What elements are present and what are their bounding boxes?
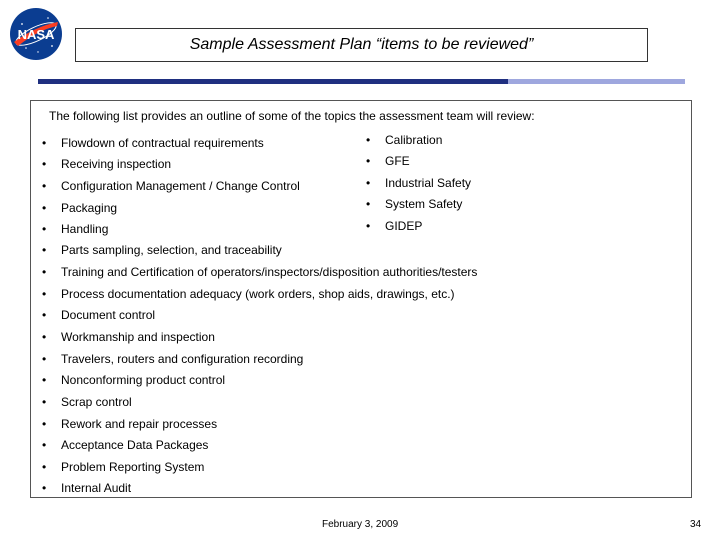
bullet-icon: • [42,222,47,236]
header-rule-dark [38,79,508,84]
svg-text:NASA: NASA [17,27,55,42]
footer-date: February 3, 2009 [322,519,399,530]
bullet-icon: • [42,352,47,366]
bullet-icon: • [366,133,371,147]
bullet-icon: • [366,154,371,168]
nasa-logo [8,6,64,62]
page-title: Sample Assessment Plan “items to be reviewed” [189,36,534,53]
bullet-icon: • [42,373,47,387]
intro-text: The following list provides an outline of some of the topics the assessment team will review: [49,109,535,123]
bullet-icon: • [42,157,47,171]
bullet-icon: • [42,460,47,474]
bullet-icon: • [42,265,47,279]
bullet-icon: • [42,179,47,193]
bullet-icon: • [42,395,47,409]
bullet-icon: • [366,197,371,211]
bullet-icon: • [42,481,47,495]
title-box [75,28,648,62]
header-rule [38,79,685,84]
bullet-icon: • [42,201,47,215]
header-rule-light [508,79,685,84]
bullet-icon: • [42,136,47,150]
page-number: 34 [690,519,702,530]
bullet-icon: • [42,417,47,431]
bullet-icon: • [366,219,371,233]
bullet-icon: • [42,330,47,344]
bullet-icon: • [366,176,371,190]
bullet-icon: • [42,243,47,257]
bullet-icon: • [42,438,47,452]
bullet-icon: • [42,308,47,322]
bullet-icon: • [42,287,47,301]
